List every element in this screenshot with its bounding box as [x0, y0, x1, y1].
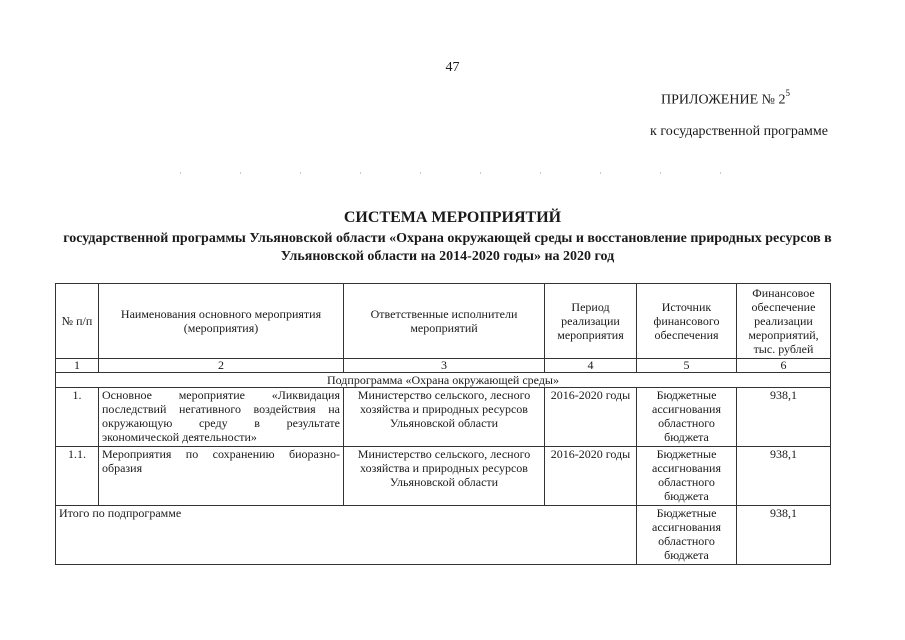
row-source: Бюджетные ассигнования областного бюджета [637, 447, 737, 506]
column-number: 2 [99, 359, 344, 373]
row-source: Бюджетные ассигнования областного бюджета [637, 388, 737, 447]
column-number: 1 [56, 359, 99, 373]
appendix-superscript: 5 [785, 88, 790, 98]
total-source: Бюджетные ассигнования областного бюджета [637, 506, 737, 565]
total-label: Итого по подпрограмме [56, 506, 637, 565]
row-period: 2016-2020 годы [545, 447, 637, 506]
row-number: 1. [56, 388, 99, 447]
column-number: 5 [637, 359, 737, 373]
subprogram-title: Подпрограмма «Охрана окружающей среды» [56, 373, 831, 388]
column-number-row [56, 359, 831, 373]
row-executor: Министерство сельского, лесного хозяйства и природных ресурсов Ульяновской области [344, 447, 545, 506]
table-row [56, 447, 831, 506]
header-source: Источник финансового обеспечения [637, 284, 737, 359]
total-row [56, 506, 831, 565]
row-amount: 938,1 [737, 388, 831, 447]
row-amount: 938,1 [737, 447, 831, 506]
document-title: СИСТЕМА МЕРОПРИЯТИЙ [343, 209, 562, 226]
row-executor: Министерство сельского, лесного хозяйства и природных ресурсов Ульяновской области [344, 388, 545, 447]
header-number: № п/п [56, 284, 99, 359]
header-period: Период реализации мероприятия [545, 284, 637, 359]
column-number: 3 [344, 359, 545, 373]
total-amount: 938,1 [737, 506, 831, 565]
appendix-title [661, 90, 790, 109]
scan-noise-divider [180, 172, 780, 174]
column-number: 4 [545, 359, 637, 373]
table-header-row [56, 284, 831, 359]
measures-table [55, 283, 831, 565]
header-name: Наименования основного мероприятия (мероприятия) [99, 284, 344, 359]
table-row [56, 388, 831, 447]
header-amount: Финансовое обеспечение реализации мероприятий, тыс. рублей [737, 284, 831, 359]
row-name: Основное мероприятие «Ликвидация последствий негативного воздействия на окружающую среду в результате экономической деятельности» [99, 388, 344, 447]
header-executor: Ответственные исполнители мероприятий [344, 284, 545, 359]
page-number: 47 [445, 60, 460, 75]
column-number: 6 [737, 359, 831, 373]
appendix-subtitle: к государственной программе [650, 124, 828, 139]
row-number: 1.1. [56, 447, 99, 506]
document-subtitle: государственной программы Ульяновской области «Охрана окружающей среды и восстановление природных ресурсов в Ульяновской области на 2014-2020 годы» на 2020 год [63, 231, 832, 264]
subprogram-row [56, 373, 831, 388]
row-name: Мероприятия по сохранению биоразно-образия [99, 447, 344, 506]
row-period: 2016-2020 годы [545, 388, 637, 447]
appendix-title-text: ПРИЛОЖЕНИЕ № 2 [661, 92, 786, 108]
